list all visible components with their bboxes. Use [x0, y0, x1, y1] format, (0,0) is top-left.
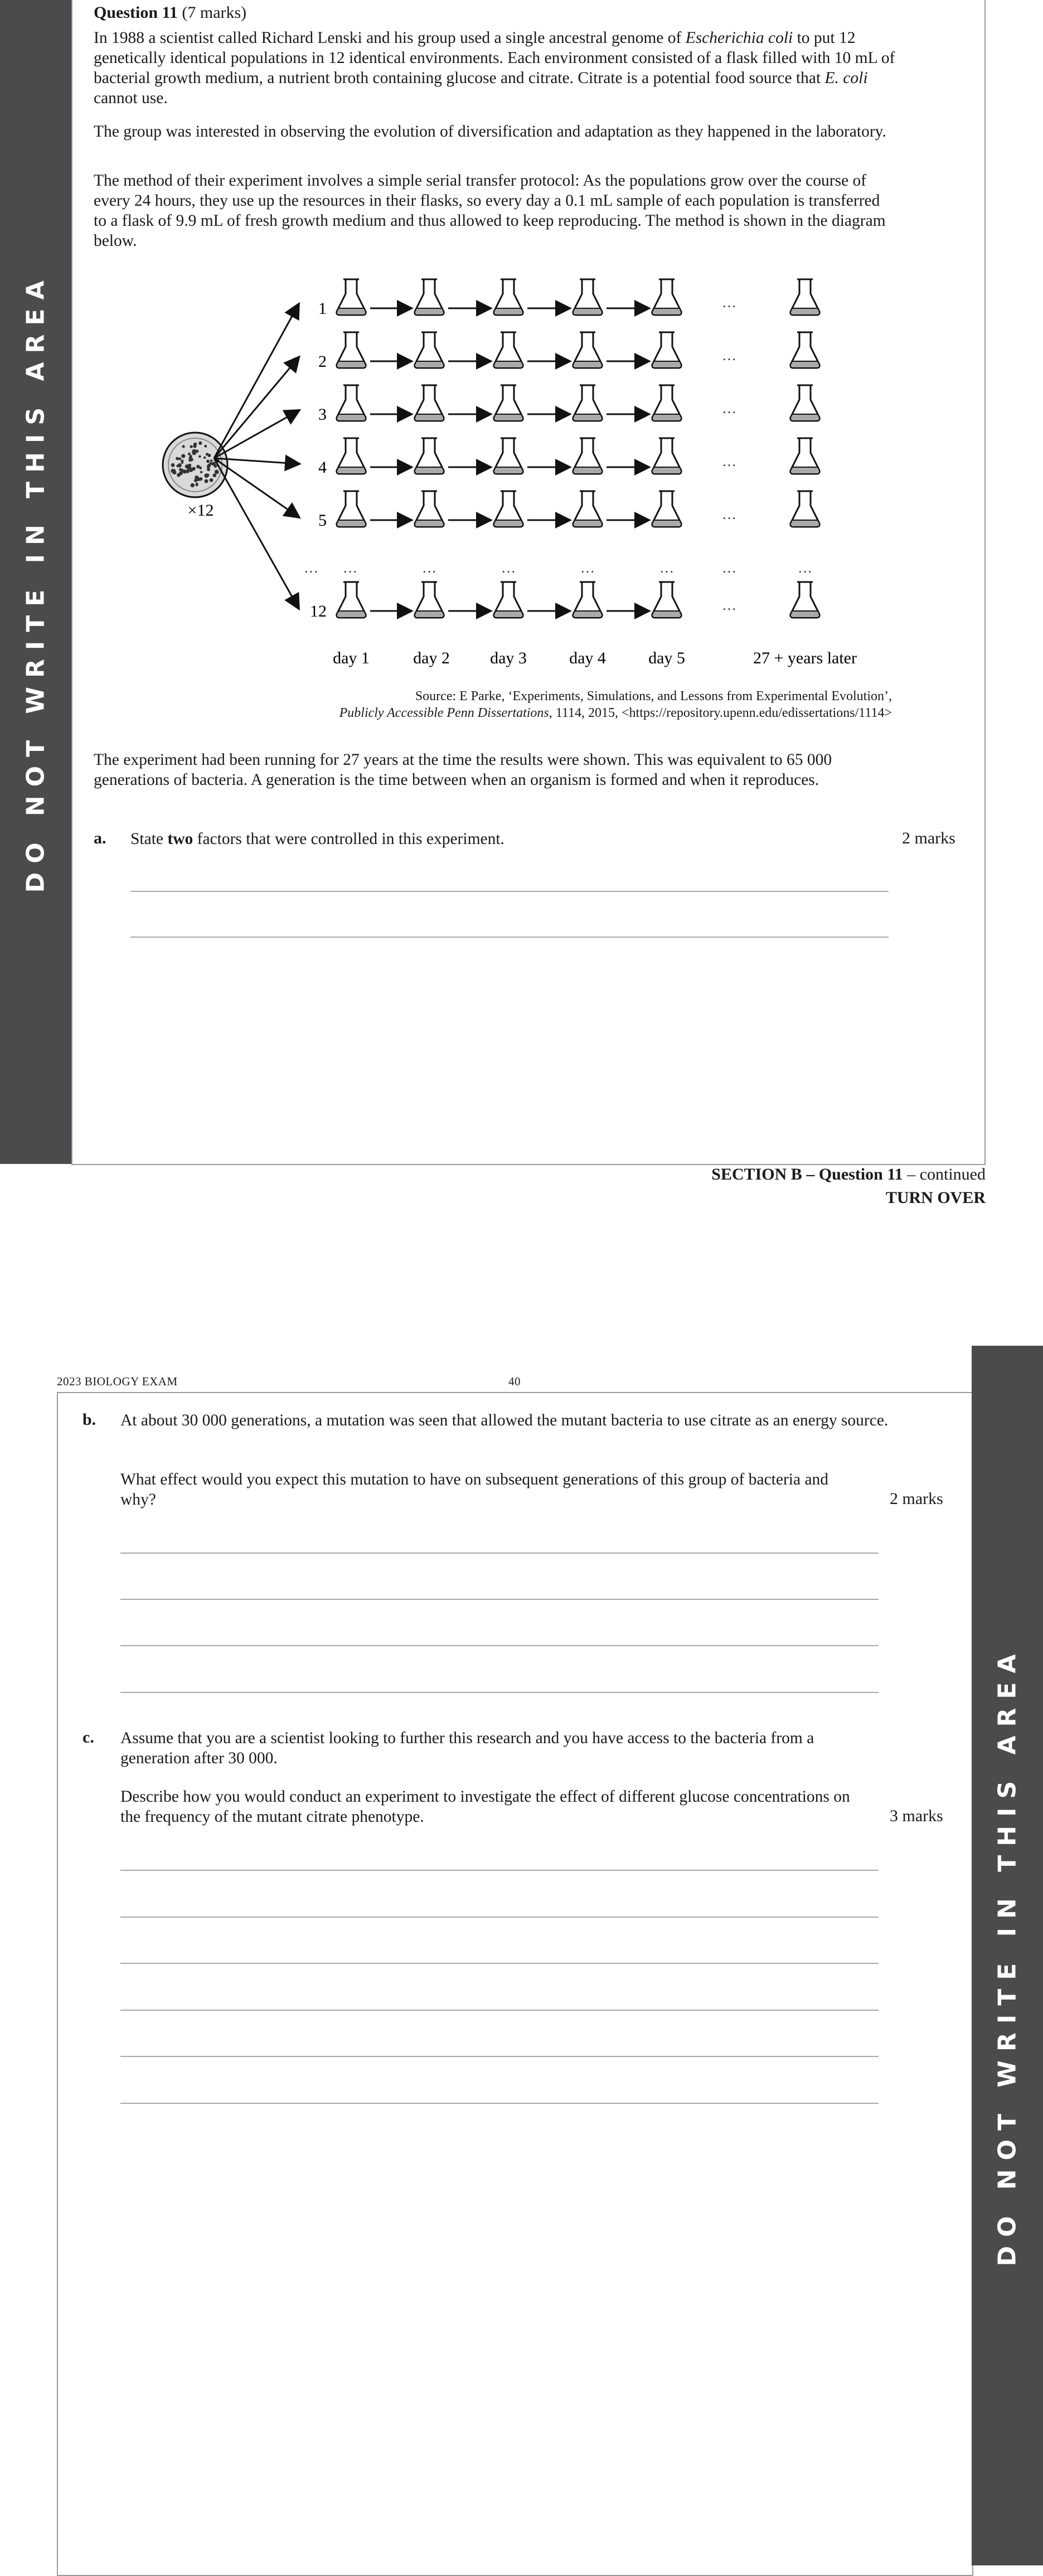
multiplier-label: ×12 [187, 501, 214, 520]
intro-p1-text-c: cannot use. [94, 89, 168, 107]
flask [415, 438, 444, 474]
continuation-ellipsis: … [722, 400, 736, 416]
source-line-2 [223, 705, 892, 721]
flask [494, 385, 523, 421]
question-a-text [130, 829, 799, 849]
answer-line[interactable] [120, 1917, 879, 1918]
day-label: day 4 [569, 649, 606, 667]
row-ellipsis: … [580, 560, 595, 576]
question-c-text-2: Describe how you would conduct an experiment to investigate the effect of different glucose concentrations on the frequency of the mutant citrate phenotype. [120, 1788, 850, 1826]
species-name-short: E. coli [824, 69, 868, 87]
page-number: 40 [508, 1375, 521, 1388]
flask [573, 582, 602, 618]
question-a-marks: 2 marks [902, 829, 955, 847]
fan-arrow [214, 458, 298, 517]
day-labels [333, 649, 857, 667]
bacteria-dot [193, 443, 197, 446]
bacteria-dot [190, 455, 192, 458]
bacteria-dot [188, 453, 191, 455]
bacteria-dot [198, 442, 202, 445]
flask [790, 279, 819, 315]
flask [790, 438, 819, 474]
row-label: 1 [318, 299, 327, 318]
bacteria-dot [178, 458, 181, 460]
answer-line[interactable] [130, 891, 889, 892]
continuation-ellipsis: … [722, 506, 736, 522]
flask [337, 332, 366, 368]
flask [494, 279, 523, 315]
flask [494, 332, 523, 368]
answer-line[interactable] [120, 1870, 879, 1871]
flask [415, 582, 444, 618]
row-label: 4 [318, 458, 327, 477]
bacteria-dot [204, 479, 208, 483]
continuation-ellipsis: … [722, 453, 736, 469]
bacteria-dot [181, 454, 185, 458]
flask [337, 582, 366, 618]
flask [573, 385, 602, 421]
row-ellipsis: … [659, 560, 674, 576]
source-line-1: Source: E Parke, ‘Experiments, Simulations, and Lessons from Experimental Evolution’, [415, 689, 892, 704]
bacteria-dot [198, 455, 201, 458]
question-b-text-1: At about 30 000 generations, a mutation was seen that allowed the mutant bacteria to use citrate as an energy source. [120, 1411, 889, 1429]
page2-frame [57, 1392, 973, 2576]
answer-line[interactable] [130, 937, 889, 938]
do-not-write-label: DO NOT WRITE IN THIS AREA [993, 1645, 1022, 2266]
row-ellipsis: … [722, 560, 736, 576]
row-label: 3 [318, 405, 327, 424]
bacteria-dot [181, 462, 183, 464]
flask [652, 279, 681, 315]
flask [652, 332, 681, 368]
row-ellipsis: … [422, 560, 436, 576]
bacteria-dot [171, 463, 175, 467]
bacteria-dot [179, 472, 183, 476]
flask [494, 491, 523, 527]
continued-suffix: – continued [903, 1165, 986, 1183]
flask [790, 385, 819, 421]
source-citation [223, 688, 892, 721]
species-name: Escherichia coli [685, 29, 793, 47]
flask [573, 332, 602, 368]
flask [652, 491, 681, 527]
question-marks: (7 marks) [182, 3, 247, 22]
day-label: day 3 [490, 649, 527, 667]
question-a-letter: a. [94, 829, 106, 847]
serial-transfer-diagram [0, 0, 1043, 680]
row-label: 12 [310, 602, 327, 620]
bacteria-dot [199, 467, 202, 469]
do-not-write-label: DO NOT WRITE IN THIS AREA [21, 271, 50, 892]
day-label: day 5 [648, 649, 685, 667]
flask [790, 582, 819, 618]
row-ellipsis: … [798, 560, 812, 576]
question-a-emphasis: two [167, 830, 193, 848]
question-c-text-1: Assume that you are a scientist looking to further this research and you have access to the bacteria from a generation after 30 000. [120, 1729, 814, 1767]
flask [652, 438, 681, 474]
flask [415, 385, 444, 421]
flask [790, 491, 819, 527]
continuation-ellipsis: … [722, 294, 736, 311]
flask-rows [304, 279, 819, 620]
answer-line[interactable] [120, 1645, 879, 1646]
source-details: , 1114, 2015, <https://repository.upenn.edu/edissertations/1114> [549, 706, 892, 720]
bacteria-dot [206, 459, 210, 463]
bacteria-dot [195, 476, 198, 479]
intro-paragraph-2: The group was interested in observing the evolution of diversification and adaptation as they happened in the laboratory. [94, 123, 886, 140]
bacteria-dot [214, 474, 216, 477]
question-b-letter: b. [83, 1410, 96, 1429]
bacteria-dot [190, 445, 192, 448]
bacteria-dot [215, 470, 219, 474]
bacteria-dot [176, 457, 179, 460]
bacteria-dot [196, 484, 198, 487]
day-label: day 1 [333, 649, 370, 667]
continuation-ellipsis: … [722, 597, 736, 613]
flask [652, 385, 681, 421]
question-number: Question 11 [94, 3, 178, 22]
question-b-text-2: What effect would you expect this mutation to have on subsequent generations of this group of bacteria and why? [120, 1471, 829, 1508]
bacteria-dot [210, 478, 214, 482]
bacteria-dot [207, 464, 211, 468]
row-ellipsis: … [501, 560, 516, 576]
flask [415, 491, 444, 527]
answer-line[interactable] [120, 2103, 879, 2104]
bacteria-dot [182, 445, 185, 448]
row-ellipsis: … [343, 560, 357, 576]
bacteria-dot [204, 445, 207, 448]
answer-line[interactable] [120, 2056, 879, 2057]
source-journal: Publicly Accessible Penn Dissertations [339, 706, 549, 720]
bacteria-dot [207, 454, 211, 457]
flask [415, 279, 444, 315]
bacteria-dot [192, 449, 196, 454]
exam-header: 2023 BIOLOGY EXAM [57, 1375, 178, 1388]
bacteria-dot [213, 462, 216, 465]
bacteria-dot [187, 465, 191, 469]
intro-p1-text-b: to put 12 genetically identical populations in 12 identical environments. Each environment consisted of a flask filled with 10 mL of bacterial growth medium, a nutrient broth containing glucose and citrate. Citrate is a potential food source that [94, 29, 895, 87]
flask [494, 582, 523, 618]
flask [494, 438, 523, 474]
flask [337, 279, 366, 315]
flask [652, 582, 681, 618]
bacteria-dot [191, 483, 195, 487]
bacteria-dot [210, 459, 213, 462]
do-not-write-band-right [972, 1346, 1043, 2565]
flask [415, 332, 444, 368]
question-b-marks: 2 marks [890, 1490, 943, 1508]
bacteria-dot [203, 457, 206, 459]
row-label: 2 [318, 352, 327, 371]
bacteria-dot [172, 470, 176, 474]
day-label: 27 + years later [753, 649, 857, 667]
intro-paragraph-3: The method of their experiment involves a simple serial transfer protocol: As the populations grow over the course of every 24 hours, they use up the resources in their flasks, so every day a 0.1 mL sample of each population is transferred to a flask of 9.9 mL of fresh growth medium and thus allowed to keep reproducing. The method is shown in the diagram below. [94, 172, 886, 250]
bacteria-dot [192, 467, 196, 471]
answer-line[interactable] [120, 1599, 879, 1600]
answer-line[interactable] [120, 1963, 879, 1964]
continuation-ellipsis: … [722, 347, 736, 363]
answer-line[interactable] [120, 1553, 879, 1554]
row-ellipsis: … [304, 560, 318, 576]
flask [573, 491, 602, 527]
flask [337, 491, 366, 527]
flask [337, 385, 366, 421]
continued-section: SECTION B – Question 11 [711, 1165, 903, 1183]
bacteria-dot [177, 463, 181, 467]
continued-line [502, 1165, 986, 1184]
fan-arrow [214, 358, 298, 458]
question-c-letter: c. [83, 1728, 94, 1747]
intro-p1-text-a: In 1988 a scientist called Richard Lenski and his group used a single ancestral genome of [94, 29, 686, 47]
day-label: day 2 [413, 649, 450, 667]
flask [573, 279, 602, 315]
bacteria-dot [188, 458, 192, 462]
flask [790, 332, 819, 368]
bacteria-dot [200, 471, 202, 473]
bacteria-dot [206, 473, 210, 477]
bacteria-dot [207, 468, 210, 471]
flask [573, 438, 602, 474]
turn-over-label: TURN OVER [885, 1188, 986, 1207]
question-c-marks: 3 marks [890, 1807, 943, 1825]
answer-line[interactable] [120, 2010, 879, 2011]
question-a-text-2: factors that were controlled in this experiment. [193, 830, 504, 848]
context-paragraph: The experiment had been running for 27 years at the time the results were shown. This was equivalent to 65 000 generations of bacteria. A generation is the time between when an organism is formed and when it reproduces. [94, 751, 832, 789]
row-label: 5 [318, 511, 327, 530]
answer-line[interactable] [120, 1692, 879, 1693]
question-a-text-1: State [130, 830, 168, 848]
fan-arrow [214, 458, 298, 608]
bacteria-dot [186, 469, 190, 473]
flask [337, 438, 366, 474]
